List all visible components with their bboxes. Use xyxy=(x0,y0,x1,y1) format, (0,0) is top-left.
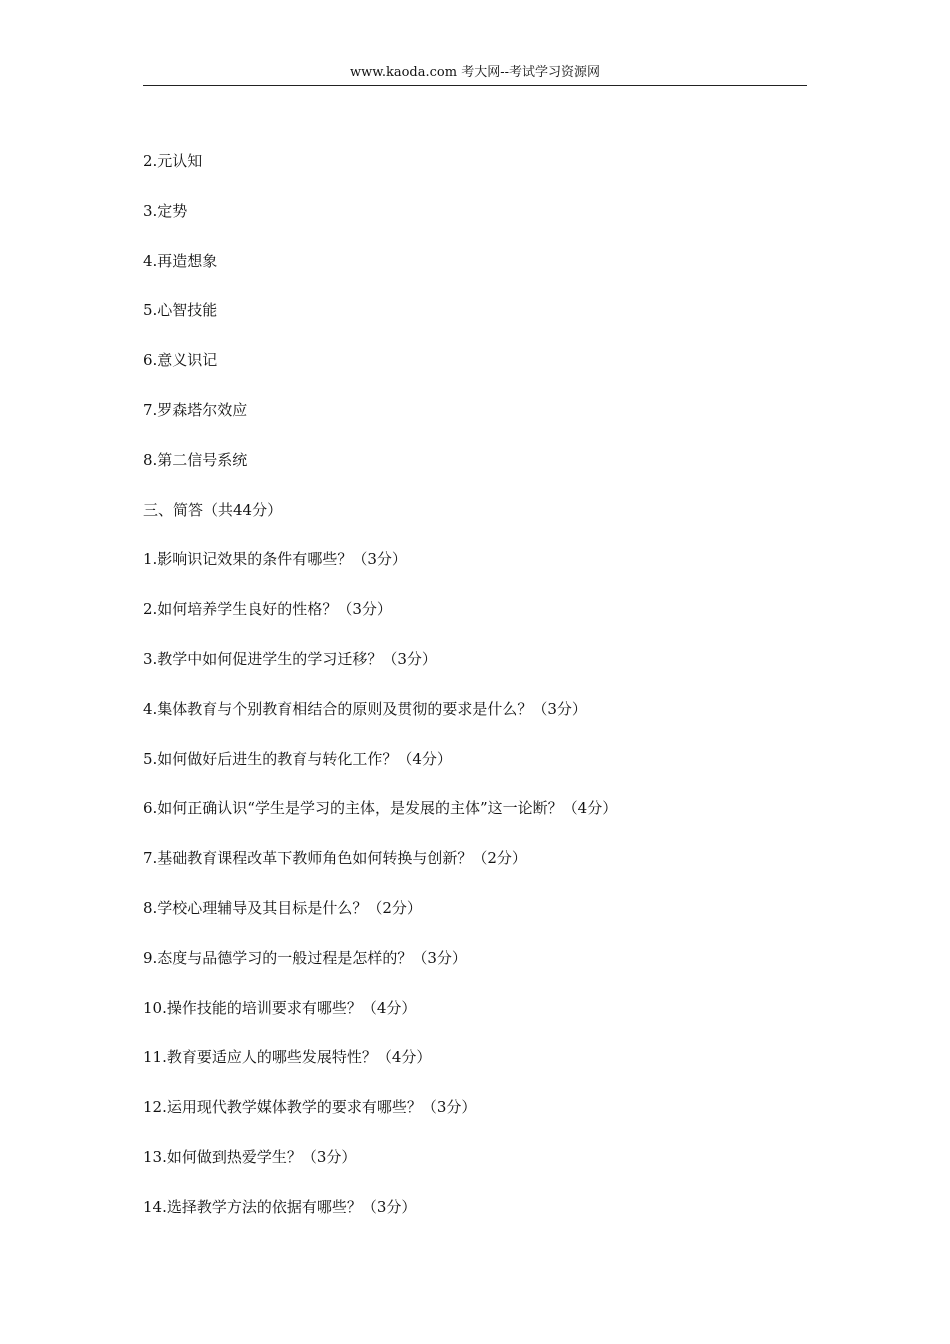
question-item: 11.教育要适应人的哪些发展特性？（4分） xyxy=(143,1048,432,1067)
header-divider xyxy=(143,85,807,86)
question-item: 12.运用现代教学媒体教学的要求有哪些？（3分） xyxy=(143,1098,477,1117)
term-item: 3.定势 xyxy=(143,201,188,220)
term-item: 7.罗森塔尔效应 xyxy=(143,400,248,419)
document-body xyxy=(143,148,803,1244)
question-item: 13.如何做到热爱学生？（3分） xyxy=(143,1147,357,1166)
question-item: 14.选择教学方法的依据有哪些？（3分） xyxy=(143,1197,417,1216)
question-item: 10.操作技能的培训要求有哪些？（4分） xyxy=(143,998,417,1017)
question-item: 1.影响识记效果的条件有哪些？（3分） xyxy=(143,550,407,569)
term-item: 5.心智技能 xyxy=(143,301,218,320)
term-item: 4.再造想象 xyxy=(143,251,218,270)
question-item: 4.集体教育与个别教育相结合的原则及贯彻的要求是什么？（3分） xyxy=(143,699,587,718)
question-item: 2.如何培养学生良好的性格？（3分） xyxy=(143,600,392,619)
question-item: 5.如何做好后进生的教育与转化工作？（4分） xyxy=(143,749,452,768)
term-item: 6.意义识记 xyxy=(143,351,218,370)
question-item: 3.教学中如何促进学生的学习迁移？（3分） xyxy=(143,649,437,668)
question-item: 8.学校心理辅导及其目标是什么？（2分） xyxy=(143,898,422,917)
question-item: 6.如何正确认识“学生是学习的主体，是发展的主体”这一论断？（4分） xyxy=(143,799,618,818)
term-item: 8.第二信号系统 xyxy=(143,450,248,469)
question-item: 9.态度与品德学习的一般过程是怎样的？（3分） xyxy=(143,948,467,967)
page-header: www.kaoda.com 考大网--考试学习资源网 xyxy=(350,65,600,80)
term-item: 2.元认知 xyxy=(143,152,203,170)
section-heading: 三、简答（共44分） xyxy=(143,500,283,519)
question-item: 7.基础教育课程改革下教师角色如何转换与创新？（2分） xyxy=(143,849,527,868)
